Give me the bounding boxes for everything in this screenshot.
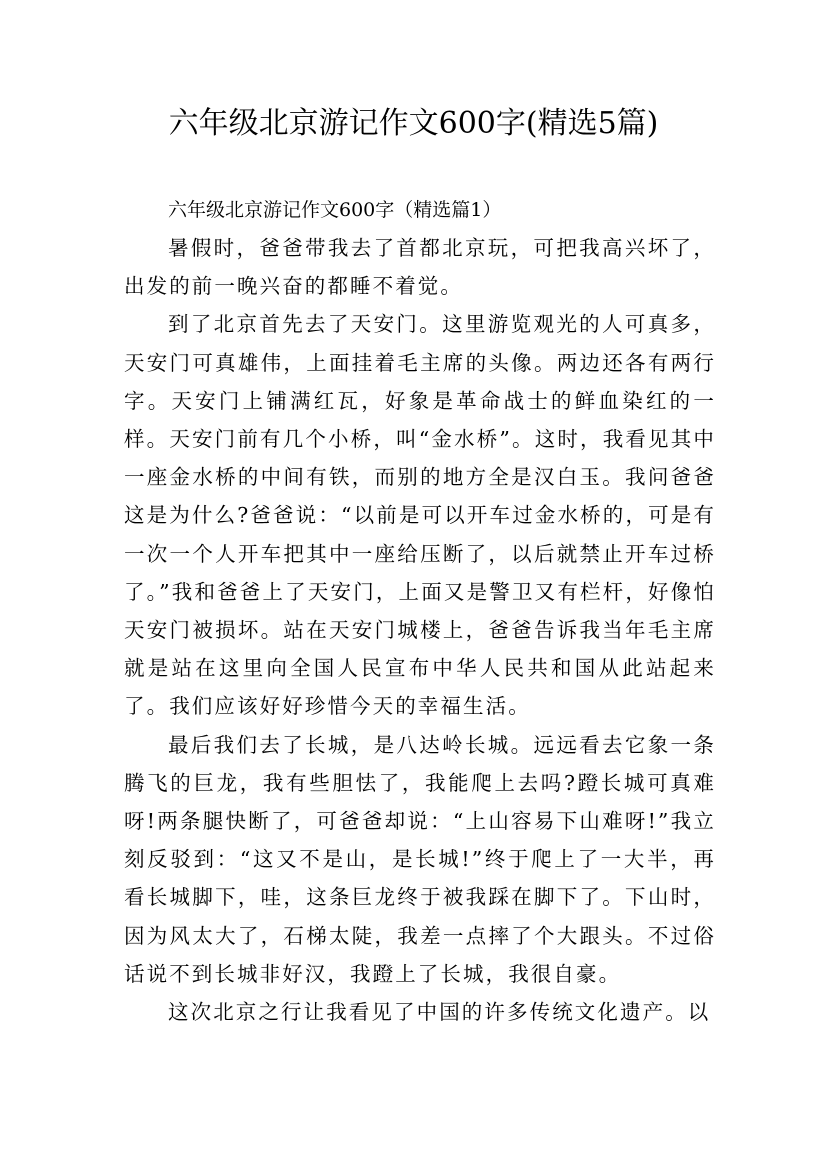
document-title: 六年级北京游记作文600字(精选5篇)	[168, 106, 659, 141]
section-heading: 六年级北京游记作文600字（精选篇1）	[168, 199, 502, 221]
paragraph-3: 最后我们去了长城，是八达岭长城。远远看去它象一条腾飞的巨龙，我有些胆怯了，我能爬上去吗?蹬长城可真难呀!两条腿快断了，可爸爸却说：“上山容易下山难呀!”我立刻反驳到：“这又不是山，是长城!”终于爬上了一大半，再看长城脚下，哇，这条巨龙终于被我踩在脚下了。下山时，因为风太大了，石梯太陡，我差一点摔了个大跟头。不过俗话说不到长城非好汉，我蹬上了长城，我很自豪。	[124, 732, 716, 986]
paragraph-2: 到了北京首先去了天安门。这里游览观光的人可真多，天安门可真雄伟，上面挂着毛主席的头像。两边还各有两行字。天安门上铺满红瓦，好象是革命战士的鲜血染红的一样。天安门前有几个小桥，叫“金水桥”。这时，我看见其中一座金水桥的中间有铁，而别的地方全是汉白玉。我问爸爸这是为什么?爸爸说：“以前是可以开车过金水桥的，可是有一次一个人开车把其中一座给压断了，以后就禁止开车过桥了。”我和爸爸上了天安门，上面又是警卫又有栏杆，好像怕天安门被损坏。站在天安门城楼上，爸爸告诉我当年毛主席就是站在这里向全国人民宣布中华人民共和国从此站起来了。我们应该好好珍惜今天的幸福生活。	[124, 312, 716, 719]
paragraph-4: 这次北京之行让我看见了中国的许多传统文化遗产。以	[168, 1000, 711, 1025]
paragraph-1: 暑假时，爸爸带我去了首都北京玩，可把我高兴坏了，出发的前一晚兴奋的都睡不着觉。	[124, 236, 716, 299]
document-body	[124, 192, 716, 1031]
